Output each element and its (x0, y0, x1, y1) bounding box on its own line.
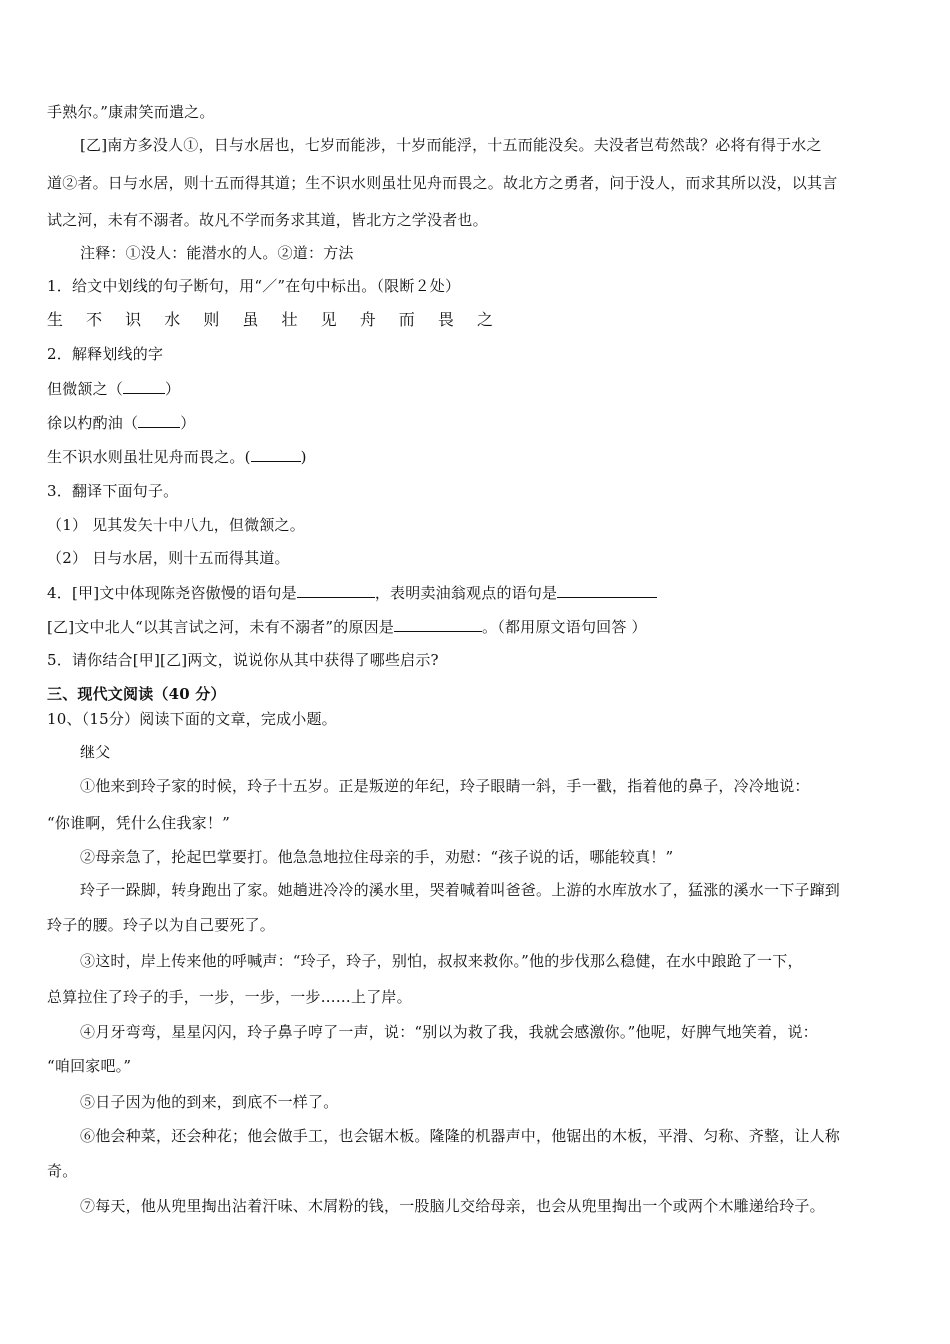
q2-item-1-text: 但微颔之（ (47, 380, 124, 398)
answer-blank[interactable] (557, 582, 657, 598)
q3-item-1: （1） 见其发矢十中八九，但微颔之。 (47, 516, 305, 534)
paragraph-line: ④月牙弯弯，星星闪闪，玲子鼻子哼了一声，说：“别以为救了我，我就会感激你。”他呢，好脾气地笑着，说： (80, 1023, 818, 1041)
q2-item-3-close: ) (300, 448, 307, 466)
text-line: 手熟尔。”康肃笑而遣之。 (47, 103, 215, 121)
annotation-note: 注释：①没人：能潜水的人。②道：方法 (80, 244, 354, 262)
answer-blank[interactable] (394, 616, 482, 632)
paragraph-line: “你谁啊，凭什么住我家！” (47, 814, 230, 832)
paragraph-line: ②母亲急了，抡起巴掌要打。他急急地拉住母亲的手，劝慰：“孩子说的话，哪能较真！” (80, 848, 674, 866)
text-line: [乙]南方多没人①，日与水居也，七岁而能涉，十岁而能浮，十五而能没矣。夫没者岂苟然哉？必将有得于水之 (80, 136, 822, 154)
text-line: 试之河，未有不溺者。故凡不学而务求其道，皆北方之学没者也。 (47, 211, 488, 229)
paragraph-line: 玲子一跺脚，转身跑出了家。她趟进冷冷的溪水里，哭着喊着叫爸爸。上游的水库放水了，猛涨的溪水一下子蹿到 (80, 881, 841, 899)
question-5: 5．请你结合[甲][乙]两文，说说你从其中获得了哪些启示? (47, 651, 439, 669)
text-line: 道②者。日与水居，则十五而得其道；生不识水则虽壮见舟而畏之。故北方之勇者，问于没人，而求其所以没，以其言 (47, 174, 838, 192)
q2-item-3 (47, 446, 910, 467)
section-heading: 三、现代文阅读（40 分） (47, 685, 226, 703)
q4-text-b: ，表明卖油翁观点的语句是 (374, 584, 558, 602)
paragraph-line: ①他来到玲子家的时候，玲子十五岁。正是叛逆的年纪，玲子眼睛一斜，手一戳，指着他的鼻子，冷冷地说： (80, 777, 810, 795)
question-4-part-2 (47, 616, 910, 637)
question-4 (47, 582, 910, 603)
answer-blank[interactable] (123, 378, 165, 394)
q2-item-1-close: ） (165, 380, 181, 398)
q2-item-3-text: 生不识水则虽壮见舟而畏之。( (47, 448, 251, 466)
paragraph-line: ⑤日子因为他的到来，到底不一样了。 (80, 1093, 339, 1111)
sentence-to-punctuate: 生 不 识 水 则 虽 壮 见 舟 而 畏 之 (47, 310, 502, 329)
answer-blank[interactable] (251, 446, 301, 462)
paragraph-line: 玲子的腰。玲子以为自己要死了。 (47, 916, 276, 934)
q2-item-2-text: 徐以杓酌油（ (47, 414, 139, 432)
q2-item-2-close: ） (180, 414, 196, 432)
article-title: 继父 (80, 743, 111, 761)
paragraph-line: ③这时，岸上传来他的呼喊声：“玲子，玲子，别怕，叔叔来救你。”他的步伐那么稳健，在水中踉跄了一下， (80, 952, 803, 970)
answer-blank[interactable] (297, 582, 375, 598)
answer-blank[interactable] (138, 412, 180, 428)
question-2: 2．解释划线的字 (47, 345, 164, 363)
paragraph-line: 总算拉住了玲子的手，一步，一步，一步……上了岸。 (47, 988, 412, 1006)
question-10: 10、（15分）阅读下面的文章，完成小题。 (47, 710, 337, 728)
q4-text-c: [乙]文中北人“以其言试之河，未有不溺者”的原因是 (47, 618, 395, 636)
q3-item-2: （2） 日与水居，则十五而得其道。 (47, 549, 290, 567)
paragraph-line: ⑦每天，他从兜里掏出沾着汗味、木屑粉的钱，一股脑儿交给母亲，也会从兜里掏出一个或两个木雕递给玲子。 (80, 1197, 825, 1215)
question-1: 1．给文中划线的句子断句，用“／”在句中标出。（限断２处） (47, 277, 461, 295)
q4-text-a: 4．[甲]文中体现陈尧咨傲慢的语句是 (47, 584, 297, 602)
paragraph-line: ⑥他会种菜，还会种花；他会做手工，也会锯木板。隆隆的机器声中，他锯出的木板，平滑、匀称、齐整，让人称 (80, 1127, 841, 1145)
paragraph-line: 奇。 (47, 1162, 78, 1180)
q2-item-1 (47, 378, 910, 399)
q4-text-d: 。（都用原文语句回答 ） (482, 618, 647, 636)
question-3: 3．翻译下面句子。 (47, 482, 179, 500)
paragraph-line: “咱回家吧。” (47, 1057, 132, 1075)
q2-item-2 (47, 412, 910, 433)
